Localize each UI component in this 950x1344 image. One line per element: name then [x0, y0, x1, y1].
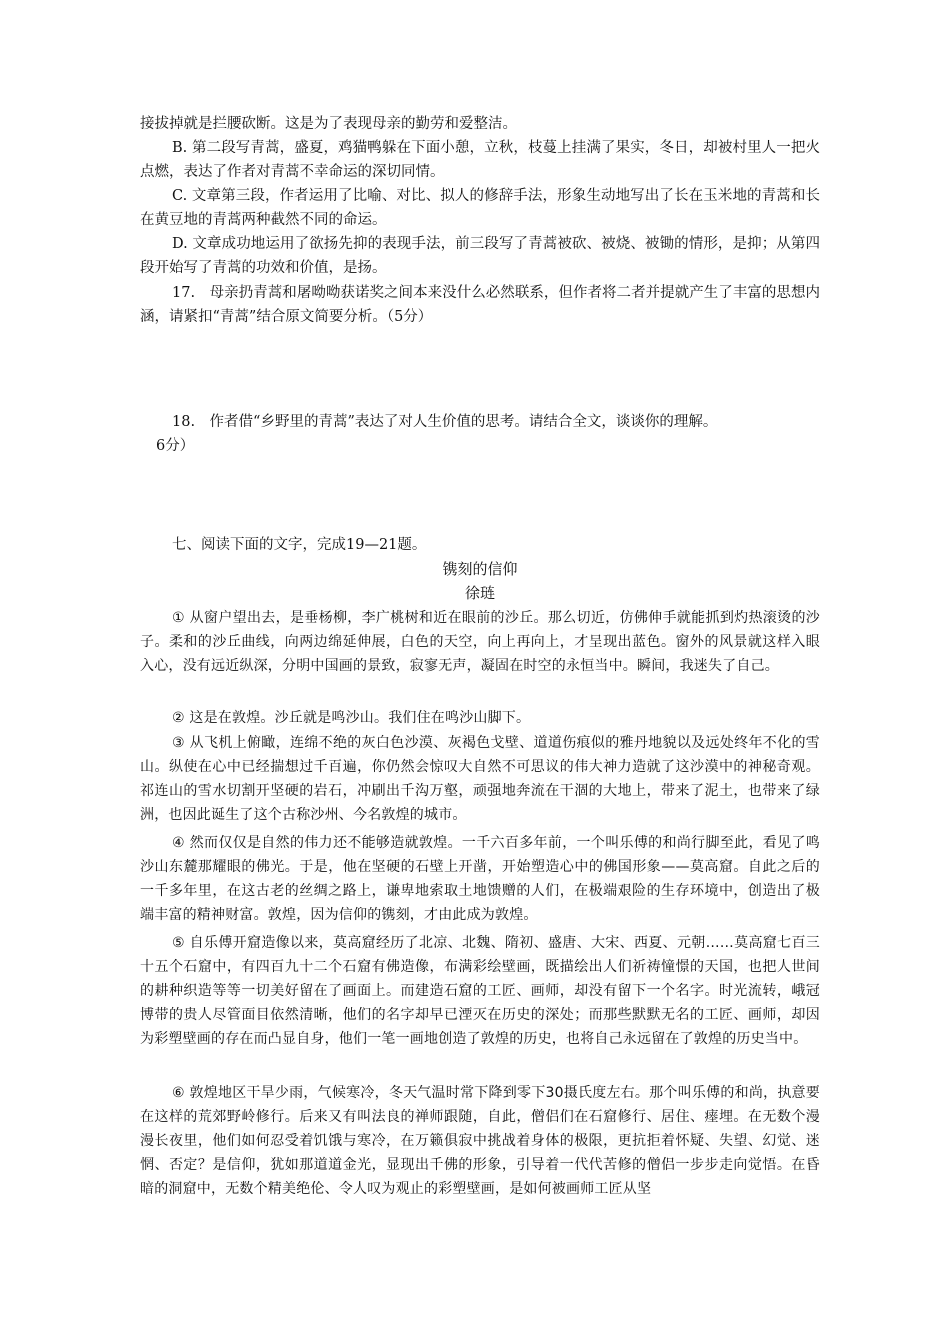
article-paragraph-1: ① 从窗户望出去，是垂杨柳，李广桃树和近在眼前的沙丘。那么切近，仿佛伸手就能抓到灼热滚烫的沙子。柔和的沙丘曲线，向两边绵延伸展，白色的天空，向上再向上，才呈现出蓝色。窗外的风景就这样入眼入心，没有远近纵深，分明中国画的景致，寂寥无声，凝固在时空的永恒当中。瞬间，我迷失了自己。	[140, 610, 820, 674]
article-paragraph-3: ③ 从飞机上俯瞰，连绵不绝的灰白色沙漠、灰褐色戈壁、道道伤痕似的雅丹地貌以及远处终年不化的雪山。纵使在心中已经揣想过千百遍，你仍然会惊叹大自然不可思议的伟大神力造就了这沙漠中的神秘奇观。祁连山的雪水切割开坚硬的岩石，冲刷出千沟万壑，顽强地奔流在干涸的大地上，带来了泥土，也带来了绿洲，也因此诞生了这个古称沙州、今名敦煌的城市。	[140, 735, 820, 823]
article-paragraph-6: ⑥ 敦煌地区干旱少雨，气候寒冷，冬天气温时常下降到零下30摄氏度左右。那个叫乐傅的和尚，执意要在这样的荒郊野岭修行。后来又有叫法良的禅师跟随，自此，僧侣们在石窟修行、居住、瘗埋。在无数个漫漫长夜里，他们如何忍受着饥饿与寒冷，在万籁俱寂中挑战着身体的极限，更抗拒着怀疑、失望、幻觉、迷惘、否定？是信仰，犹如那道道金光，显现出千佛的形象，引导着一代代苦修的僧侣一步步走向觉悟。在昏暗的洞窟中，无数个精美绝伦、令人叹为观止的彩塑壁画，是如何被画师工匠从坚	[140, 1085, 820, 1197]
article-paragraph-2: ② 这是在敦煌。沙丘就是鸣沙山。我们住在鸣沙山脚下。	[172, 710, 531, 726]
article-author: 徐琏	[464, 584, 495, 602]
section-7-heading: 七、阅读下面的文字，完成19—21题。	[172, 537, 427, 553]
article-title: 镌刻的信仰	[442, 560, 518, 578]
q16-option-d: D. 文章成功地运用了欲扬先抑的表现手法，前三段写了青蒿被砍、被烧、被锄的情形，是抑；从第四段开始写了青蒿的功效和价值，是扬。	[140, 236, 820, 276]
article-paragraph-5: ⑤ 自乐傅开窟造像以来，莫高窟经历了北凉、北魏、隋初、盛唐、大宋、西夏、元朝……莫高窟七百三十五个石窟中，有四百九十二个石窟有佛造像，布满彩绘壁画，既描绘出人们祈祷憧憬的天国，也把人世间的耕种织造等等一切美好留在了画面上。而建造石窟的工匠、画师，却没有留下一个名字。时光流转，峨冠博带的贵人尽管面目依然清晰，他们的名字却早已湮灭在历史的深处；而那些默默无名的工匠、画师，却因为彩塑壁画的存在而凸显自身，他们一笔一画地创造了敦煌的历史，也将自己永远留在了敦煌的历史当中。	[140, 935, 820, 1047]
question-17: 17. 母亲扔青蒿和屠呦呦获诺奖之间本来没什么必然联系，但作者将二者并提就产生了丰富的思想内涵，请紧扣“青蒿”结合原文简要分析。（5分）	[140, 285, 820, 325]
q16-option-b: B. 第二段写青蒿，盛夏，鸡猫鸭躲在下面小憩，立秋，枝蔓上挂满了果实，冬日，却被村里人一把火点燃，表达了作者对青蒿不幸命运的深切同情。	[140, 140, 820, 180]
question-18-line1: 18. 作者借“乡野里的青蒿”表达了对人生价值的思考。请结合全文，谈谈你的理解。	[172, 414, 718, 430]
q16-option-a-continuation: 接拔掉就是拦腰砍断。这是为了表现母亲的勤劳和爱整洁。	[140, 116, 517, 132]
q16-option-c: C. 文章第三段，作者运用了比喻、对比、拟人的修辞手法，形象生动地写出了长在玉米地的青蒿和长在黄豆地的青蒿两种截然不同的命运。	[140, 188, 820, 228]
article-paragraph-4: ④ 然而仅仅是自然的伟力还不能够造就敦煌。一千六百多年前，一个叫乐傅的和尚行脚至此，看见了鸣沙山东麓那耀眼的佛光。于是，他在坚硬的石壁上开凿，开始塑造心中的佛国形象——莫高窟。自此之后的一千多年里，在这古老的丝绸之路上，谦卑地索取土地馈赠的人们，在极端艰险的生存环境中，创造出了极端丰富的精神财富。敦煌，因为信仰的镌刻，才由此成为敦煌。	[140, 835, 820, 923]
question-18-line2: 6分）	[156, 438, 195, 454]
